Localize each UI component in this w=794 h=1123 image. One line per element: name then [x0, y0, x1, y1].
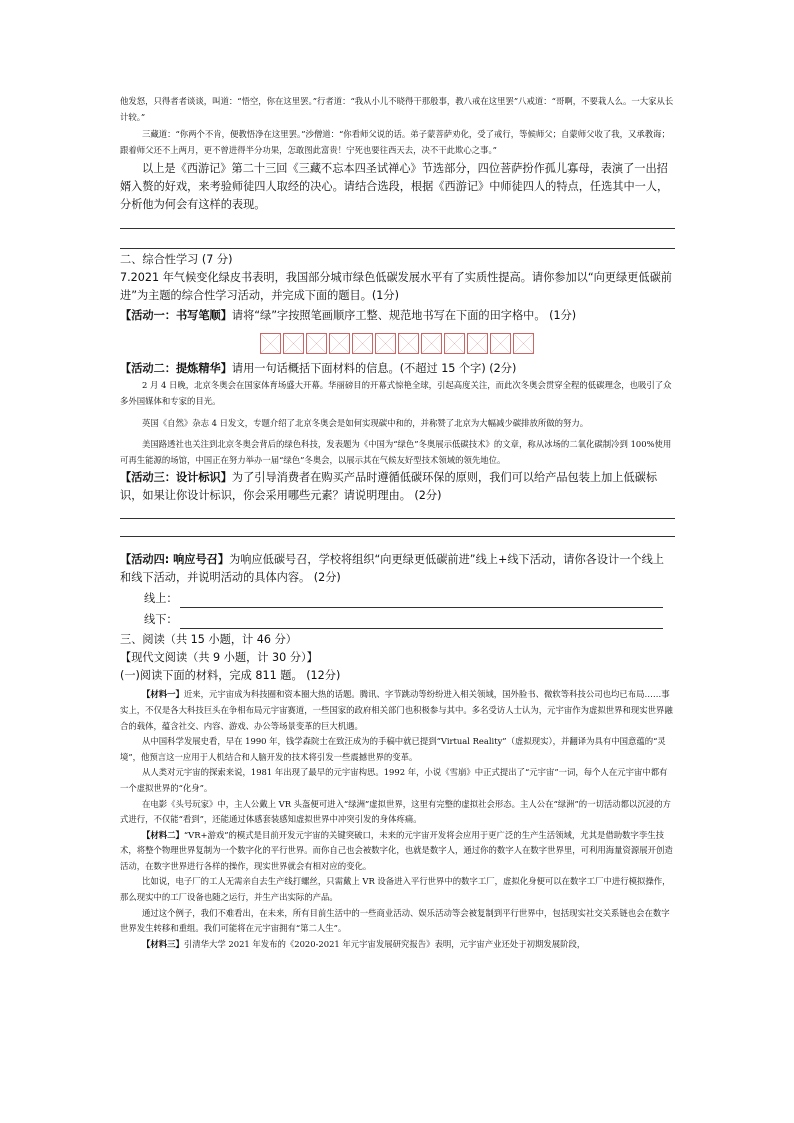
question-6-text: 以上是《西游记》第二十三回《三藏不忘本四圣试禅心》节选部分，四位菩萨扮作孤儿寡母，表演了一出招婿入赘的好戏，来考验师徒四人取经的决心。请结合选段，根据《西游记》中师徒四人的特点，任选其中一人，分析他为何会有这样的表现。	[120, 162, 669, 212]
modern-reading-heading: 【现代文阅读（共 9 小题，计 30 分）】	[120, 651, 318, 665]
tianzige-cell[interactable]	[490, 333, 511, 354]
material-3-paragraph-1	[120, 937, 675, 953]
answer-line[interactable]	[120, 228, 675, 229]
offline-label: 线下：	[144, 613, 178, 627]
material-paragraph-2: 英国《自然》杂志 4 日发文，专题介绍了北京冬奥会是如何实现碳中和的，并称赞了北京为大幅减少碳排放所做的努力。	[142, 417, 589, 428]
activity-4-title: 【活动四: 响应号召】	[120, 553, 230, 567]
activity-1-title: 【活动一：书写笔顺】	[120, 309, 232, 323]
offline-answer-line[interactable]	[180, 615, 663, 629]
tianzige-cell[interactable]	[306, 333, 327, 354]
material-1-text: 近来，元宇宙成为科技圈和资本圈大热的话题。腾讯、字节跳动等纷纷进入相关领域，国外脸书、微软等科技公司也均已布局……事实上，不仅是各大科技巨头在争相布局元宇宙赛道，一些国家的政府相关部门也积极参与其中。多名受访人士认为，元宇宙作为虚拟世界和现实世界融合的载体，蕴含社交、内容、游戏、办公等场景变革的巨大机遇。	[120, 689, 673, 731]
answer-line[interactable]	[120, 536, 675, 537]
section-2-heading: 二、综合性学习 (7 分)	[120, 253, 233, 267]
tianzige-cell[interactable]	[467, 333, 488, 354]
material-1-paragraph-4: 在电影《头号玩家》中，主人公戴上 VR 头盔便可进入“绿洲”虚拟世界，这里有完整的虚拟社会形态。主人公在“绿洲”的一切活动都以沉浸的方式进行，不仅能“看到”，还能通过体感套装感知虚拟世界中冲突引发的身体疼痛。	[120, 798, 671, 825]
material-1-paragraph-3: 从人类对元宇宙的探索来说，1981 年出现了最早的元宇宙构思。1992 年，小说《雪崩》中正式提出了“元宇宙”一词，每个人在元宇宙中都有一个虚拟世界的“化身”。	[120, 767, 668, 793]
material-3-text: 引清华大学 2021 年发布的《2020-2021 年元宇宙发展研究报告》表明，元宇宙产业还处于初期发展阶段，	[183, 938, 586, 949]
activity-4	[120, 551, 675, 587]
question-7-text: 7.2021 年气候变化绿皮书表明，我国部分城市绿色低碳发展水平有了实质性提高。请你参加以“向更绿更低碳前进”为主题的综合性学习活动，并完成下面的题目。(1分)	[120, 271, 672, 303]
tianzige-grid	[260, 333, 675, 354]
page-content	[120, 94, 675, 952]
activity-2-title: 【活动二：提炼精华】	[120, 362, 232, 376]
online-activity-row	[144, 590, 675, 608]
activity-4-body: 为响应低碳号召，学校将组织“向更绿更低碳前进”线上+线下活动，请你各设计一个线上和线下活动，并说明活动的具体内容。 (2分)	[120, 553, 664, 585]
activity-1	[120, 307, 675, 325]
tianzige-cell[interactable]	[260, 333, 281, 354]
excerpt-paragraph-1: 他发怒，只得者者谈谈，叫道：“悟空，你在这里罢。”行者道：“我从小儿不晓得干那般事，教八戒在这里罢”八戒道：“哥啊，不要栽人么。一大家从长计较。”	[120, 96, 674, 122]
tianzige-cell[interactable]	[329, 333, 350, 354]
material-2-paragraph-2: 比如说，电子厂的工人无需亲自去生产线打螺丝，只需戴上 VR 设备进入平行世界中的数字工厂，虚拟化身便可以在数字工厂中进行模拟操作，那么现实中的工厂设备也随之运行，并生产出实际的产品。	[120, 876, 671, 903]
material-paragraph-1: 2 月 4 日晚，北京冬奥会在国家体育场盛大开幕。华丽磅目的开幕式惊艳全球，引起高度关注，而此次冬奥会贯穿全程的低碳理念，也吸引了众多外国媒体和专家的目光。	[120, 380, 672, 406]
tianzige-cell[interactable]	[444, 333, 465, 354]
activity-3-title: 【活动三：设计标识】	[120, 471, 232, 485]
online-label: 线上：	[144, 592, 178, 606]
section-3-heading: 三、阅读（共 15 小题，计 46 分）	[120, 633, 297, 647]
part-1-heading: (一)阅读下面的材料，完成 811 题。 (12分)	[120, 669, 341, 683]
material-2-text: “VR+游戏”的模式是目前开发元宇宙的关键突破口，未来的元宇宙开发将会应用于更广泛的生产生活领域，尤其是借助数字孪生技术，将整个物理世界复制为一个数字化的平行世界。而你自己也会被数字化，也就是数字人，通过你的数字人在数字世界里，可利用海量资源展开创造活动，在数字世界进行各样的操作，现实世界就会有相对应的变化。	[120, 829, 673, 871]
online-answer-line[interactable]	[180, 594, 663, 608]
material-2-paragraph-3: 通过这个例子，我们不难看出，在未来，所有目前生活中的一些商业活动、娱乐活动等会被复制到平行世界中，包括现实社交关系链也会在数字世界发生转移和重组。我们可能将在元宇宙拥有“第二人生”。	[120, 907, 670, 934]
material-2-paragraph-1	[120, 828, 675, 875]
tianzige-cell[interactable]	[421, 333, 442, 354]
activity-3-body: 为了引导消费者在购买产品时遵循低碳环保的原则，我们可以给产品包装上加上低碳标识，如果让你设计标识，你会采用哪些元素？请说明理由。 (2分)	[120, 471, 658, 503]
material-2-title: 【材料二】	[142, 829, 184, 840]
material-1-paragraph-2: 从中国科学发展史看，早在 1990 年，钱学森院士在致汪成为的手稿中就已提到“Virtual Reality”（虚拟现实），并翻译为具有中国意蕴的“灵境”，他预言这一应用于人机结合和人脑开发的技术将引发一些震撼世界的变革。	[120, 736, 666, 762]
answer-line[interactable]	[120, 248, 675, 249]
material-1-paragraph-1	[120, 687, 675, 734]
material-3-title: 【材料三】	[142, 938, 184, 949]
tianzige-cell[interactable]	[513, 333, 534, 354]
material-1-title: 【材料一】	[142, 689, 184, 700]
activity-2-body: 请用一句话概括下面材料的信息。(不超过 15 个字) (2分)	[231, 362, 517, 376]
tianzige-cell[interactable]	[375, 333, 396, 354]
tianzige-cell[interactable]	[398, 333, 419, 354]
tianzige-cell[interactable]	[283, 333, 304, 354]
activity-2	[120, 360, 675, 378]
offline-activity-row	[144, 611, 675, 629]
excerpt-paragraph-2: 三藏道：“你两个不肯，便教悟净在这里罢。”沙僧道：“你看师父说的话。弟子蒙菩萨劝化，受了戒行，等候师父；自蒙师父收了我，又承教诲；跟着师父还不上两月，更不曾进得半分功果，怎敢图此富贵！宁死也要往西天去，决不干此欺心之事。”	[120, 129, 670, 155]
answer-line[interactable]	[120, 518, 675, 519]
activity-1-body: 请将“绿”字按照笔画顺序工整、规范地书写在下面的田字格中。 (1分)	[231, 309, 577, 323]
material-paragraph-3: 美国路透社也关注到北京冬奥会背后的绿色科技，发表题为《中国为“绿色”冬奥展示低碳技术》的文章，称从冰场的二氧化碳制冷到 100%使用可再生能源的场馆，中国正在努力举办一届“绿色”冬奥会，以展示其在气候友好型技术领域的领先地位。	[120, 439, 672, 465]
activity-3	[120, 469, 675, 505]
tianzige-cell[interactable]	[352, 333, 373, 354]
